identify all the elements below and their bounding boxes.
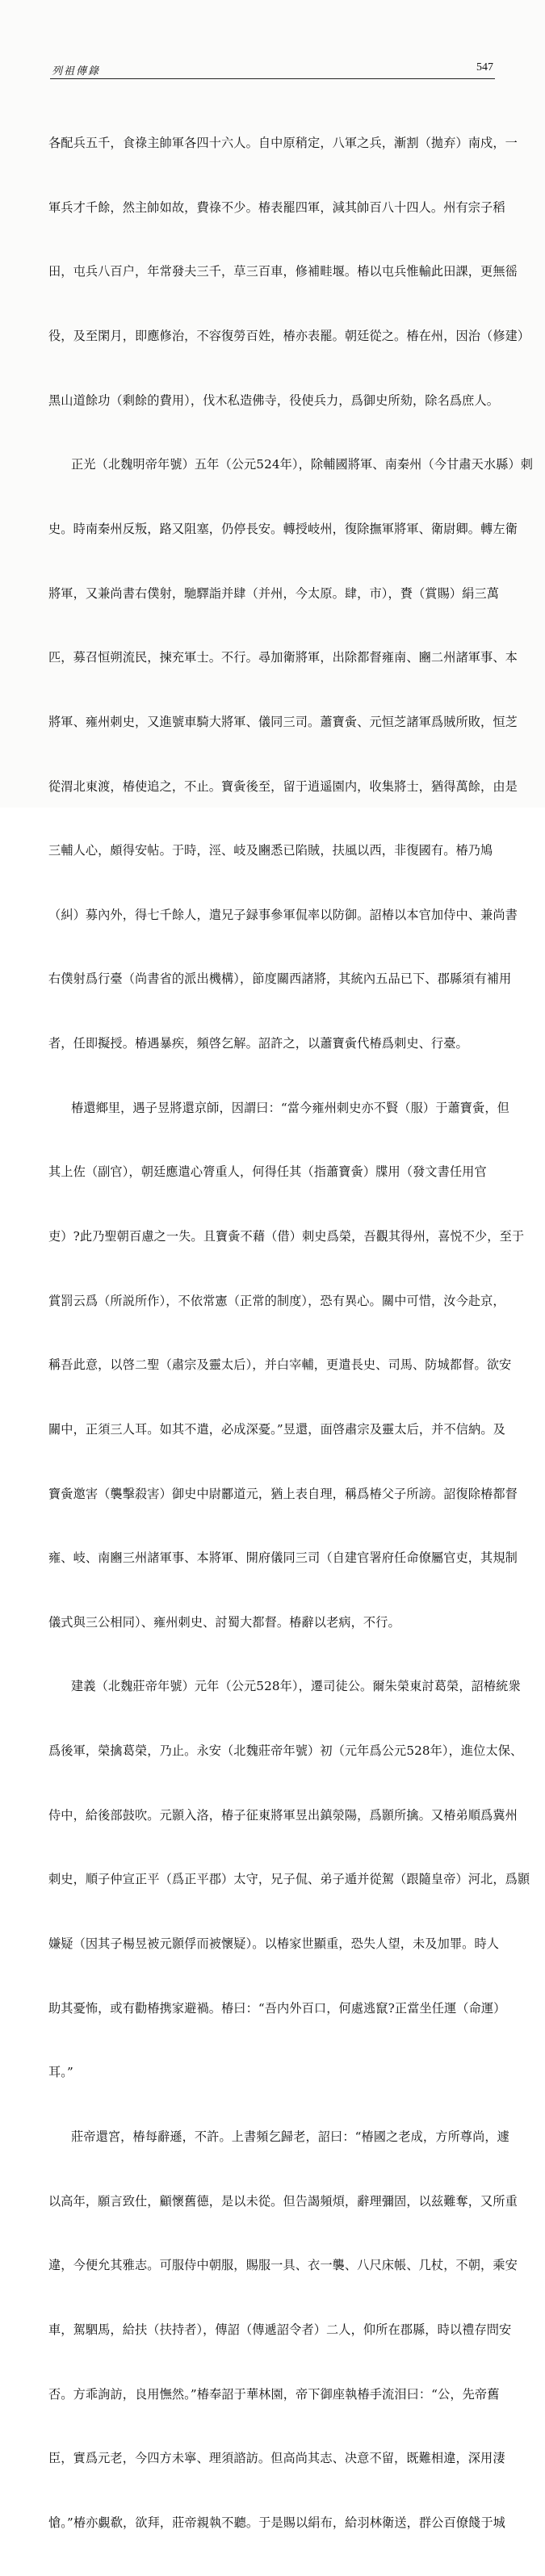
text-line: 助其憂怖，或有勸椿携家避禍。椿曰：“吾内外百口，何處逃竄?正當坐任運（命運）	[48, 2000, 506, 2016]
text-line: 稱吾此意，以啓二聖（肅宗及靈太后），并白宰輔，更遣長史、司馬、防城都督。欲安	[48, 1357, 512, 1373]
text-line: 雍、岐、南豳三州諸軍事、本將軍、開府儀同三司（自建官署府任命僚屬官吏，其規制	[48, 1550, 518, 1566]
text-line: 三輔人心，頗得安帖。于時，涇、岐及豳悉已陷賊，扶風以西，非復國有。椿乃鳩	[48, 843, 493, 858]
text-line: 匹，募召恒朔流民，揀充軍士。不行。尋加衛將軍，出除都督雍南、豳二州諸軍事、本	[48, 650, 518, 665]
paragraph-start-line: 莊帝還宮，椿每辭遜，不許。上書頻乞歸老，詔曰：“椿國之老成，方所尊尚，遽	[71, 2129, 509, 2144]
text-line: 黑山道餘功（剩餘的費用），伐木私造佛寺，役使兵力，爲御史所劾，除名爲庶人。	[48, 392, 500, 408]
text-line: 以高年，願言致仕，顧懷舊德，是以未從。但告謁頻煩，辭理彌固，以兹難奪，又所重	[48, 2193, 518, 2209]
paragraph-start-line: 建義（北魏莊帝年號）元年（公元528年），遷司徒公。爾朱榮東討葛榮，詔椿統衆	[71, 1679, 521, 1694]
text-line: 將軍、雍州刺史，又進號車騎大將軍、儀同三司。蕭寶夤、元恒芝諸軍爲賊所敗，恒芝	[48, 714, 518, 729]
paragraph-start-line: 椿還鄉里，遇子昱將還京師，因謂曰：“當今雍州刺史亦不賢（服）于蕭寶夤，但	[71, 1100, 509, 1115]
paragraph-start-line: 正光（北魏明帝年號）五年（公元524年），除輔國將軍、南秦州（今甘肅天水縣）刺	[71, 457, 534, 472]
text-line: 刺史，順子仲宣正平（爲正平郡）太守，兄子侃、弟子遁并從駕（跟隨皇帝）河北，爲顥	[48, 1872, 530, 1887]
text-line: 軍兵才千餘，然主帥如故，費祿不少。椿表罷四軍，減其帥百八十四人。州有宗子稻	[48, 199, 505, 215]
text-line: 耳。”	[48, 2065, 73, 2080]
page-number: 547	[476, 61, 493, 73]
text-line: 各配兵五千，食祿主帥軍各四十六人。自中原稍定，八軍之兵，漸割（拋弃）南戍，一	[48, 136, 518, 151]
text-line: 違，今便允其雅志。可服侍中朝服，賜服一具、衣一襲、八尺床帳、几杖，不朝，乘安	[48, 2258, 518, 2273]
text-line: 史。時南秦州反叛，路又阻塞，仍停長安。轉授岐州，復除撫軍將軍、衛尉卿。轉左衛	[48, 521, 518, 536]
text-line: 儀式與三公相同）、雍州刺史、討蜀大都督。椿辭以老病，不行。	[48, 1614, 400, 1630]
text-line: 嫌疑（因其子楊昱被元顥俘而被懷疑）。以椿家世顯重，恐失人望，未及加罪。時人	[48, 1936, 500, 1952]
text-line: 右僕射爲行臺（尚書省的派出機構），節度關西諸將，其統內五品已下、郡縣須有補用	[48, 971, 512, 987]
text-line: 爲後軍，榮擒葛榮，乃止。永安（北魏莊帝年號）初（元年爲公元528年），進位太保、	[48, 1743, 523, 1759]
text-line: 從渭北東渡，椿使追之，不止。寶夤後至，留于逍遥園内，收集將士，猶得萬餘，由是	[48, 778, 518, 794]
body-text	[48, 90, 534, 2576]
text-line: 否。方乖詢訪，良用憮然。”椿奉詔于華林園，帝下御座執椿手流泪曰：“公，先帝舊	[48, 2386, 500, 2402]
text-line: 寶夤邀害（襲擊殺害）御史中尉酈道元，猶上表自理，稱爲椿父子所謗。詔復除椿都督	[48, 1486, 518, 1501]
text-line: 臣，實爲元老，今四方未寧、理須諮訪。但高尚其志、决意不留，既難相違，深用淒	[48, 2451, 505, 2466]
text-line: 賞罰云爲（所説所作），不依常憲（正常的制度），恐有異心。關中可惜，汝今赴京，	[48, 1293, 505, 1308]
text-line: 役，及至閑月，即應修治，不容復勞百姓，椿亦表罷。朝廷從之。椿在州，因治（修建）	[48, 329, 530, 344]
text-line: 其上佐（副官），朝廷應遣心膂重人，何得任其（指蕭寶夤）牒用（發文書任用官	[48, 1164, 487, 1180]
text-line: 田，屯兵八百户，年常發夫三千，草三百車，修補畦堰。椿以屯兵惟輸此田課，更無徭	[48, 264, 518, 279]
text-line: 關中，正須三人耳。如其不遣，必成深憂。”昱還，面啓肅宗及靈太后，并不信納。及	[48, 1421, 505, 1437]
book-title: 列祖傳錄	[52, 65, 101, 78]
text-line: （糾）募內外，得七千餘人，遣兄子録事參軍侃率以防御。詔椿以本官加侍中、兼尚書	[48, 907, 518, 922]
text-line: 愴。”椿亦覷欷，欲拜，莊帝親執不聽。于是賜以絹布，給羽林衛送，群公百僚餞于城	[48, 2515, 505, 2530]
text-line: 者，任即擬授。椿遇暴疾，頻啓乞解。詔許之，以蕭寶夤代椿爲刺史、行臺。	[48, 1036, 468, 1051]
running-head	[50, 61, 495, 79]
text-line: 將軍，又兼尚書右僕射，馳驛詣并肆（并州，今太原。肆，市），賚（賞賜）絹三萬	[48, 585, 500, 601]
text-line: 吏）?此乃聖朝百慮之一失。且寶夤不藉（借）刺史爲榮，吾觀其得州，喜悦不少，至于	[48, 1228, 525, 1244]
text-line: 侍中，給後部鼓吹。元顥入洛，椿子征東將軍昱出鎮滎陽，爲顥所擒。又椿弟順爲冀州	[48, 1807, 518, 1823]
text-line: 車，駕駟馬，給扶（扶持者），傳詔（傳遞詔令者）二人，仰所在郡縣，時以禮存問安	[48, 2322, 512, 2337]
